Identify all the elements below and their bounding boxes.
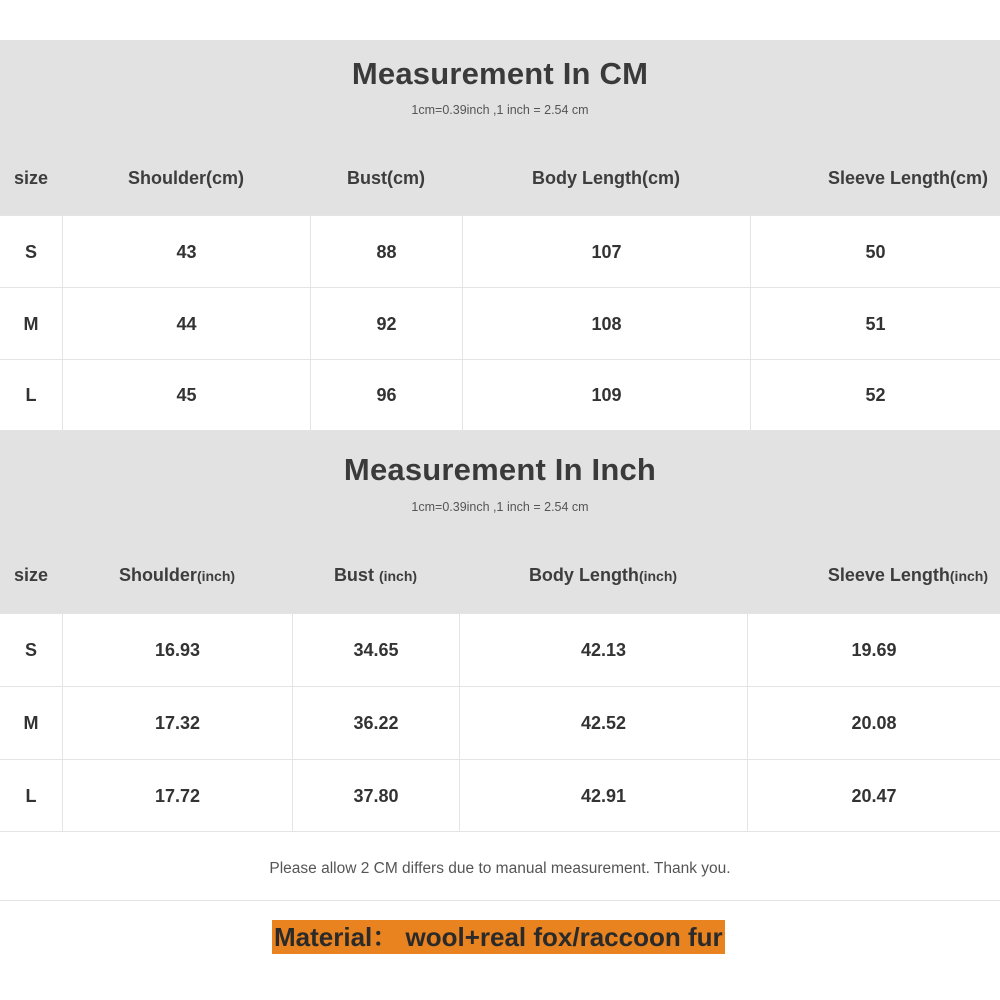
inch-table-title: Measurement In Inch — [343, 452, 657, 487]
cm-cell-body-length: 108 — [462, 288, 750, 360]
material-label: Material： wool+real fox/raccoon fur — [274, 922, 723, 952]
cm-table-title: Measurement In CM — [351, 56, 649, 91]
cm-cell-body-length: 109 — [462, 360, 750, 431]
cm-cell-size: L — [25, 385, 37, 405]
cm-table-row — [0, 215, 1000, 288]
inch-header-size: size — [13, 565, 49, 585]
cm-cell-bust: 96 — [310, 360, 462, 431]
cm-table-row — [0, 359, 1000, 431]
inch-cell-shoulder: 17.72 — [62, 760, 292, 832]
inch-cell-bust: 34.65 — [292, 614, 459, 687]
measurement-note: Please allow 2 CM differs due to manual measurement. Thank you. — [269, 860, 731, 877]
cm-header-sleeve-length: Sleeve Length(cm) — [827, 168, 988, 188]
cm-cell-sleeve-length: 52 — [750, 360, 1000, 431]
inch-cell-size: M — [23, 713, 39, 733]
inch-cell-shoulder: 17.32 — [62, 687, 292, 760]
inch-header-sleeve-length: Sleeve Length(inch) — [827, 565, 988, 585]
inch-cell-body-length: 42.91 — [459, 760, 747, 832]
cm-cell-bust: 88 — [310, 216, 462, 288]
inch-cell-sleeve-length: 19.69 — [747, 614, 1000, 687]
cm-cell-sleeve-length: 50 — [750, 216, 1000, 288]
inch-table-row — [0, 686, 1000, 760]
cm-header-size: size — [13, 168, 49, 188]
inch-header-bust: Bust (inch) — [333, 565, 418, 585]
inch-cell-sleeve-length: 20.47 — [747, 760, 1000, 832]
inch-table-row — [0, 759, 1000, 832]
table-bottom-divider — [0, 831, 1000, 832]
cm-cell-size: S — [24, 241, 37, 262]
inch-cell-bust: 36.22 — [292, 687, 459, 760]
inch-cell-body-length: 42.13 — [459, 614, 747, 687]
inch-header-shoulder: Shoulder(inch) — [118, 565, 236, 585]
inch-cell-body-length: 42.52 — [459, 687, 747, 760]
cm-header-bust: Bust(cm) — [346, 168, 425, 188]
inch-cell-bust: 37.80 — [292, 760, 459, 832]
cm-cell-shoulder: 44 — [62, 288, 310, 360]
cm-table-row — [0, 287, 1000, 360]
inch-cell-size: L — [25, 785, 37, 806]
cm-header-shoulder: Shoulder(cm) — [127, 168, 244, 188]
cm-cell-body-length: 107 — [462, 216, 750, 288]
note-divider — [0, 900, 1000, 901]
cm-table-subtitle: 1cm=0.39inch ,1 inch = 2.54 cm — [411, 103, 589, 117]
cm-cell-bust: 92 — [310, 288, 462, 360]
inch-cell-sleeve-length: 20.08 — [747, 687, 1000, 760]
cm-header-body-length: Body Length(cm) — [532, 168, 680, 188]
cm-cell-size: M — [23, 313, 39, 334]
inch-header-body-length: Body Length(inch) — [528, 565, 678, 585]
inch-cell-shoulder: 16.93 — [62, 614, 292, 687]
inch-table-row — [0, 613, 1000, 687]
cm-cell-shoulder: 43 — [62, 216, 310, 288]
cm-cell-sleeve-length: 51 — [750, 288, 1000, 360]
inch-table-subtitle: 1cm=0.39inch ,1 inch = 2.54 cm — [411, 500, 589, 514]
cm-cell-shoulder: 45 — [62, 360, 310, 431]
inch-cell-size: S — [24, 640, 37, 660]
